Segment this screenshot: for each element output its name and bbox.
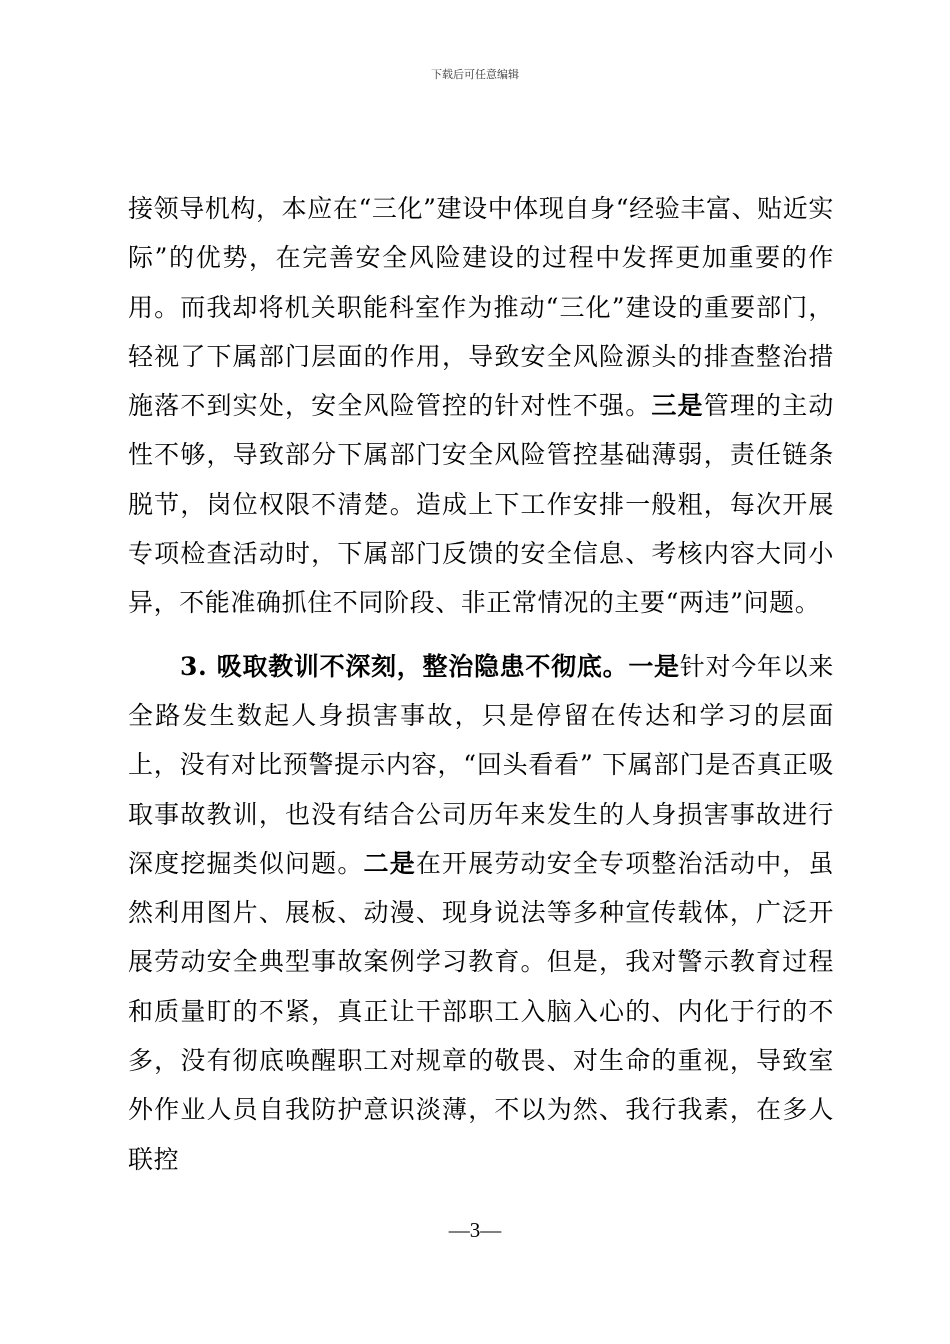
paragraph-text: 接领导机构，本应在“三化”建设中体现自身“经验丰富、贴近实际”的优势，在完善安全风险建设的过程中发挥更加重要的作用。而我却将机关职能科室作为推动“三化”建设的重要部门，轻视了下属部门层面的作用，导致安全风险源头的排查整治措施落不到实处，安全风险管控的针对性不强。	[128, 194, 834, 421]
bold-lead-in: 三是	[651, 391, 704, 421]
bold-lead-in: 一是	[628, 651, 680, 681]
paragraph-text: 在开展劳动安全专项整治活动中，虽然利用图片、展板、动漫、现身说法等多种宣传载体，广泛开展劳动安全典型事故案例学习教育。但是，我对警示教育过程和质量盯的不紧，真正让干部职工入脑入心的、内化于行的不多，没有彻底唤醒职工对规章的敬畏、对生命的重视，导致室外作业人员自我防护意识淡薄，不以为然、我行我素，在多人联控	[128, 848, 835, 1174]
page-header: 下载后可任意编辑	[431, 68, 519, 81]
document-body	[128, 184, 834, 1184]
bold-lead-in: 二是	[363, 848, 416, 878]
section-heading: 3. 吸取教训不深刻，整治隐患不彻底。	[180, 651, 629, 681]
paragraph-text: 针对今年以来全路发生数起人身损害事故，只是停留在传达和学习的层面上，没有对比预警提示内容，“回头看看” 下属部门是否真正吸取事故教训，也没有结合公司历年来发生的人身损害事故进行深度挖掘类似问题。	[128, 651, 834, 878]
paragraph-section-3	[128, 642, 834, 1184]
paragraph-text: 管理的主动性不够，导致部分下属部门安全风险管控基础薄弱，责任链条脱节，岗位权限不清楚。造成上下工作安排一般粗，每次开展专项检查活动时，下属部门反馈的安全信息、考核内容大同小异，不能准确抓住不同阶段、非正常情况的主要“两违”问题。	[128, 391, 834, 618]
page-number: —3—	[448, 1218, 502, 1242]
paragraph-continued	[128, 184, 834, 628]
